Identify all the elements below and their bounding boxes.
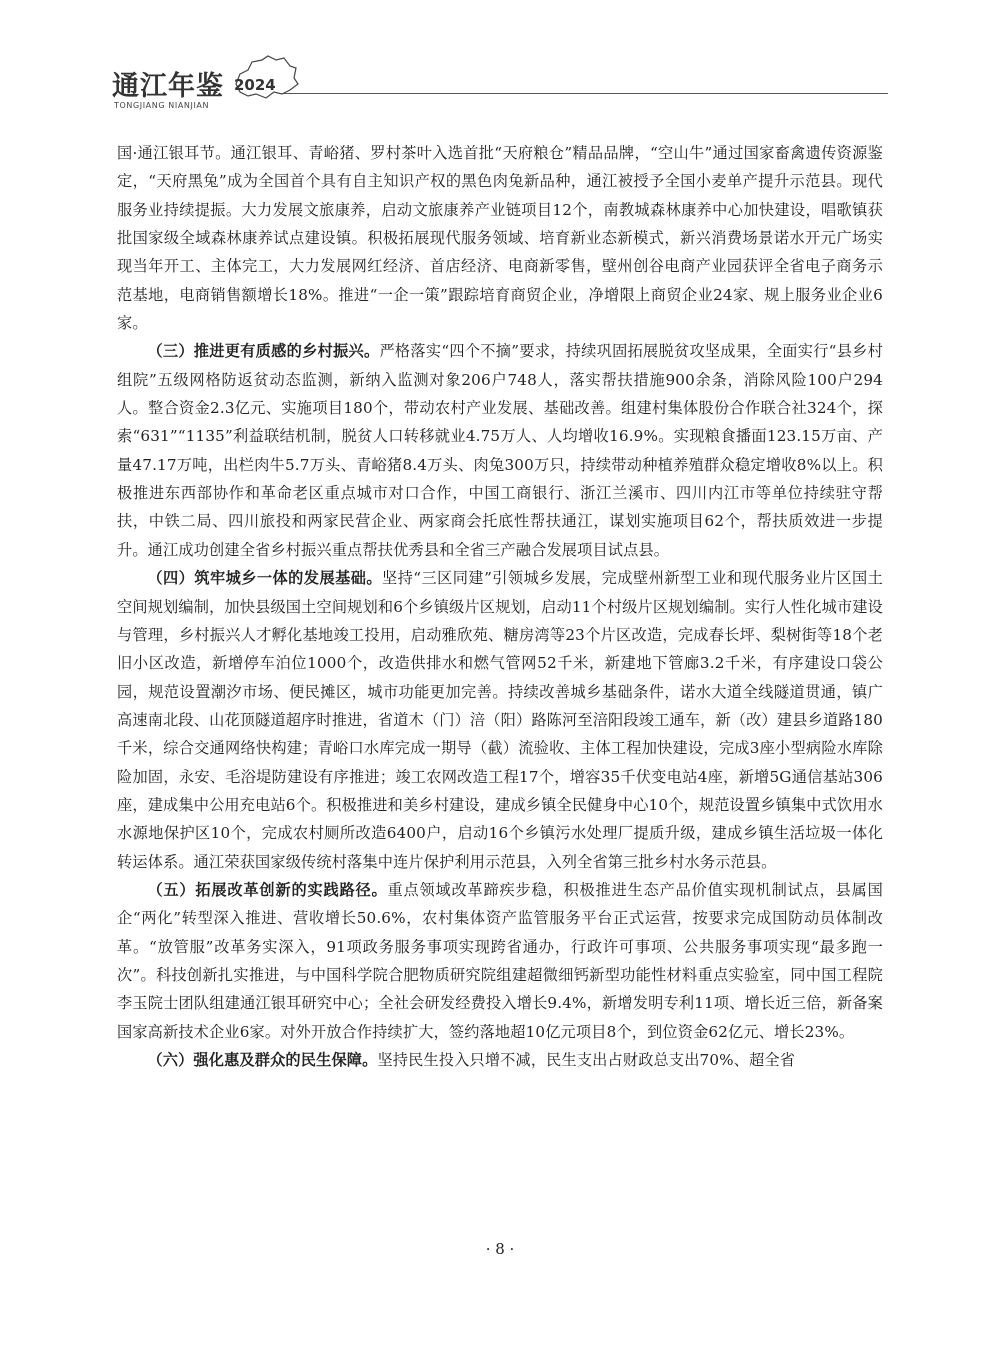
paragraph-text: 坚持民生投入只增不减，民生支出占财政总支出70%、超全省 xyxy=(377,1051,796,1069)
header-divider xyxy=(280,93,888,94)
paragraph-text: 国·通江银耳节。通江银耳、青峪猪、罗村茶叶入选首批“天府粮仓”精品品牌，“空山牛”通过国家畜禽遗传资源鉴定，“天府黑兔”成为全国首个具有自主知识产权的黑色肉兔新品种，通江被授予全国小麦单产提升示范县。现代服务业持续提振。大力发展文旅康养，启动文旅康养产业链项目12个，南教城森林康养中心加快建设，唱歌镇获批国家级全域森林康养试点建设镇。积极拓展现代服务领域、培育新业态新模式，新兴消费场景诺水开元广场实现当年开工、主体完工，大力发展网红经济、首店经济、电商新零售，壁州创谷电商产业园获评全省电子商务示范基地，电商销售额增长18%。推进“一企一策”跟踪培育商贸企业，净增限上商贸企业24家、规上服务业企业6家。 xyxy=(117,144,883,333)
paragraph-text: 重点领域改革蹄疾步稳，积极推进生态产品价值实现机制试点，县属国企“两化”转型深入推进、营收增长50.6%，农村集体资产监管服务平台正式运营，按要求完成国防动员体制改革。“放管服”改革务实深入，91项政务服务事项实现跨省通办，行政许可事项、公共服务事项实现“最多跑一次”。科技创新扎实推进，与中国科学院合肥物质研究院组建超微细钙新型功能性材料重点实验室，同中国工程院李玉院士团队组建通江银耳研究中心；全社会研发经费投入增长9.4%，新增发明专利11项、增长近三倍，新备案国家高新技术企业6家。对外开放合作持续扩大，签约落地超10亿元项目8个，到位资金62亿元、增长23%。 xyxy=(117,880,883,1041)
paragraph xyxy=(117,1046,883,1074)
section-heading: （五）拓展改革创新的实践路径。 xyxy=(147,880,388,899)
yearbook-pinyin: TONGJIANG NIANJIAN xyxy=(114,101,210,110)
section-heading: （三）推进更有质感的乡村振兴。 xyxy=(147,342,380,361)
yearbook-title: 通江年鉴 xyxy=(112,71,224,102)
yearbook-year: 2024 xyxy=(234,76,276,94)
paragraph xyxy=(117,337,883,564)
page-number: · 8 · xyxy=(485,1240,515,1258)
paragraph xyxy=(117,139,883,337)
section-heading: （四）筑牢城乡一体的发展基础。 xyxy=(147,569,383,588)
section-heading: （六）强化惠及群众的民生保障。 xyxy=(147,1051,378,1069)
paragraph xyxy=(117,564,883,876)
body-text xyxy=(117,139,883,1074)
paragraph-text: 严格落实“四个不摘”要求，持续巩固拓展脱贫攻坚成果，全面实行“县乡村组院”五级网格防返贫动态监测，新纳入监测对象206户748人，落实帮扶措施900余条，消除风险100户294人。整合资金2.3亿元、实施项目180个，带动农村产业发展、基础改善。组建村集体股份合作联合社324个，探索“631”“1135”利益联结机制，脱贫人口转移就业4.75万人、人均增收16.9%。实现粮食播面123.15万亩、产量47.17万吨，出栏肉牛5.7万头、青峪猪8.4万头、肉兔300万只，持续带动种植养殖群众稳定增收8%以上。积极推进东西部协作和革命老区重点城市对口合作，中国工商银行、浙江兰溪市、四川内江市等单位持续驻守帮扶，中铁二局、四川旅投和两家民营企业、两家商会托底性帮扶通江，谋划实施项目62个，帮扶质效进一步提升。通江成功创建全省乡村振兴重点帮扶优秀县和全省三产融合发展项目试点县。 xyxy=(117,342,883,559)
page-header xyxy=(112,52,888,112)
paragraph xyxy=(117,876,883,1046)
paragraph-text: 坚持“三区同建”引领城乡发展，完成壁州新型工业和现代服务业片区国土空间规划编制，加快县级国土空间规划和6个乡镇级片区规划，启动11个村级片区规划编制。实行人性化城市建设与管理，乡村振兴人才孵化基地竣工投用，启动雅欣苑、糖房湾等23个片区改造，完成春长坪、梨树街等18个老旧小区改造，新增停车泊位1000个，改造供排水和燃气管网52千米，新建地下管廊3.2千米，有序建设口袋公园，规范设置潮汐市场、便民摊区，城市功能更加完善。持续改善城乡基础条件，诺水大道全线隧道贯通，镇广高速南北段、山花顶隧道超序时推进，省道木（门）涪（阳）路陈河至涪阳段竣工通车，新（改）建县乡道路180千米，综合交通网络快构建；青峪口水库完成一期导（截）流验收、主体工程加快建设，完成3座小型病险水库除险加固，永安、毛浴堤防建设有序推进；竣工农网改造工程17个，增容35千伏变电站4座，新增5G通信基站306座，建成集中公用充电站6个。积极推进和美乡村建设，建成乡镇全民健身中心10个，规范设置乡镇集中式饮用水水源地保护区10个，完成农村厕所改造6400户，启动16个乡镇污水处理厂提质升级，建成乡镇生活垃圾一体化转运体系。通江荣获国家级传统村落集中连片保护利用示范县，入列全省第三批乡村水务示范县。 xyxy=(117,569,884,871)
